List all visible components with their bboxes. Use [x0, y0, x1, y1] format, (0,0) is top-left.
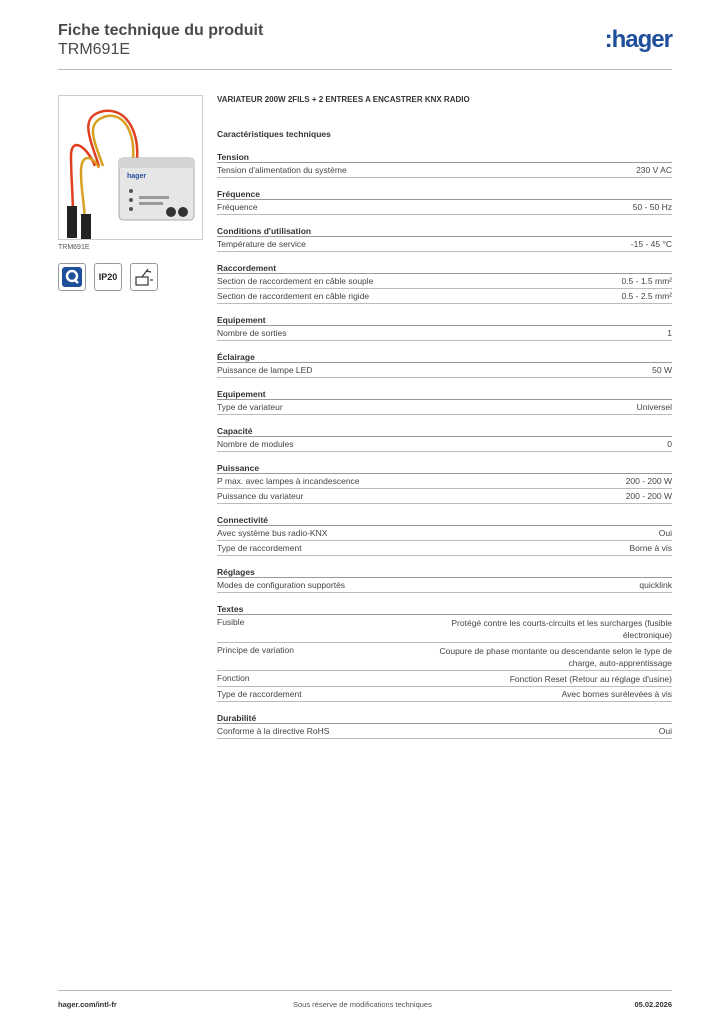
spec-group	[217, 426, 672, 452]
spec-group-title: Éclairage	[217, 352, 672, 363]
spec-value: Protégé contre les courts-circuits et les surcharges (fusible électronique)	[451, 618, 672, 640]
spec-group-title: Capacité	[217, 426, 672, 437]
spec-value: 200 - 200 W	[625, 491, 672, 501]
spec-row	[217, 400, 672, 415]
spec-row	[217, 237, 672, 252]
spec-value: Oui	[658, 726, 672, 736]
spec-group	[217, 389, 672, 415]
spec-value: Universel	[636, 402, 672, 412]
spec-row	[217, 163, 672, 178]
spec-row	[217, 615, 672, 643]
spec-row	[217, 578, 672, 593]
spec-value: Avec bornes surélevées à vis	[561, 689, 672, 699]
footer-website: hager.com/intl-fr	[58, 1000, 117, 1009]
spec-value: 0	[667, 439, 672, 449]
hager-logo: :hager	[604, 26, 672, 53]
spec-group	[217, 315, 672, 341]
spec-label: Fonction	[217, 673, 250, 683]
spec-group	[217, 152, 672, 178]
spec-row	[217, 474, 672, 489]
spec-value: Coupure de phase montante ou descendante selon le type de charge, auto-apprentissage	[439, 646, 672, 668]
spec-group	[217, 567, 672, 593]
spec-row	[217, 363, 672, 378]
spec-value: 50 W	[652, 365, 672, 375]
spec-label: Modes de configuration supportés	[217, 580, 346, 590]
spec-group-title: Connectivité	[217, 515, 672, 526]
footer-notice: Sous réserve de modifications techniques	[293, 1000, 432, 1009]
spec-group-title: Réglages	[217, 567, 672, 578]
spec-group-title: Conditions d'utilisation	[217, 226, 672, 237]
product-reference: TRM691E	[58, 41, 131, 58]
page-footer	[58, 990, 672, 1010]
certification-badges	[58, 263, 203, 291]
quality-label-icon	[58, 263, 86, 291]
spec-label: Section de raccordement en câble rigide	[217, 291, 370, 301]
spec-label: P max. avec lampes à incandescence	[217, 476, 360, 486]
spec-row	[217, 274, 672, 289]
spec-group-title: Durabilité	[217, 713, 672, 724]
spec-row	[217, 437, 672, 452]
spec-group	[217, 226, 672, 252]
spec-group-title: Tension	[217, 152, 672, 163]
spec-group-title: Fréquence	[217, 189, 672, 200]
spec-group	[217, 515, 672, 556]
spec-row	[217, 289, 672, 304]
spec-label: Puissance du variateur	[217, 491, 304, 501]
spec-row	[217, 526, 672, 541]
spec-value: Oui	[658, 528, 672, 538]
spec-label: Type de raccordement	[217, 689, 302, 699]
spec-label: Type de raccordement	[217, 543, 302, 553]
installation-icon	[130, 263, 158, 291]
spec-label: Tension d'alimentation du système	[217, 165, 347, 175]
spec-row	[217, 489, 672, 504]
spec-group	[217, 352, 672, 378]
spec-row	[217, 643, 672, 671]
spec-group-title: Equipement	[217, 389, 672, 400]
spec-label: Principe de variation	[217, 645, 295, 655]
spec-row	[217, 326, 672, 341]
spec-label: Nombre de sorties	[217, 328, 287, 338]
product-visual-column	[58, 95, 203, 291]
specs-heading: Caractéristiques techniques	[217, 129, 331, 139]
spec-group	[217, 713, 672, 739]
spec-value: quicklink	[639, 580, 672, 590]
document-title: Fiche technique du produit	[58, 22, 264, 39]
dimmer-illustration	[59, 96, 203, 240]
product-name: VARIATEUR 200W 2FILS + 2 ENTREES A ENCASTRER KNX RADIO	[217, 95, 470, 104]
page-header	[58, 20, 672, 70]
spec-row	[217, 541, 672, 556]
spec-group-title: Equipement	[217, 315, 672, 326]
spec-group	[217, 604, 672, 702]
spec-value: 0.5 - 1.5 mm²	[621, 276, 672, 286]
spec-row	[217, 671, 672, 687]
ip-rating-badge: IP20	[94, 263, 122, 291]
spec-row	[217, 724, 672, 739]
spec-group-title: Textes	[217, 604, 672, 615]
spec-group	[217, 463, 672, 504]
spec-label: Section de raccordement en câble souple	[217, 276, 374, 286]
spec-label: Avec système bus radio-KNX	[217, 528, 328, 538]
spec-value: Borne à vis	[629, 543, 672, 553]
spec-groups	[217, 152, 672, 739]
spec-label: Fusible	[217, 617, 245, 627]
spec-row	[217, 687, 672, 702]
device-brand-label: hager	[127, 173, 147, 180]
spec-label: Nombre de modules	[217, 439, 294, 449]
specifications-column	[217, 95, 672, 739]
spec-value: 1	[667, 328, 672, 338]
spec-group-title: Raccordement	[217, 263, 672, 274]
product-caption: TRM691E	[58, 244, 90, 251]
spec-row	[217, 200, 672, 215]
spec-value: 200 - 200 W	[625, 476, 672, 486]
spec-label: Conforme à la directive RoHS	[217, 726, 330, 736]
product-image	[58, 95, 203, 240]
spec-label: Température de service	[217, 239, 306, 249]
spec-value: 50 - 50 Hz	[632, 202, 672, 212]
spec-group-title: Puissance	[217, 463, 672, 474]
spec-label: Fréquence	[217, 202, 258, 212]
spec-label: Puissance de lampe LED	[217, 365, 313, 375]
spec-value: 230 V AC	[636, 165, 672, 175]
spec-value: 0.5 - 2.5 mm²	[621, 291, 672, 301]
spec-group	[217, 189, 672, 215]
spec-group	[217, 263, 672, 304]
spec-value: -15 - 45 °C	[630, 239, 672, 249]
spec-value: Fonction Reset (Retour au réglage d'usine)	[509, 674, 672, 684]
footer-date: 05.02.2026	[634, 1000, 672, 1009]
spec-label: Type de variateur	[217, 402, 283, 412]
